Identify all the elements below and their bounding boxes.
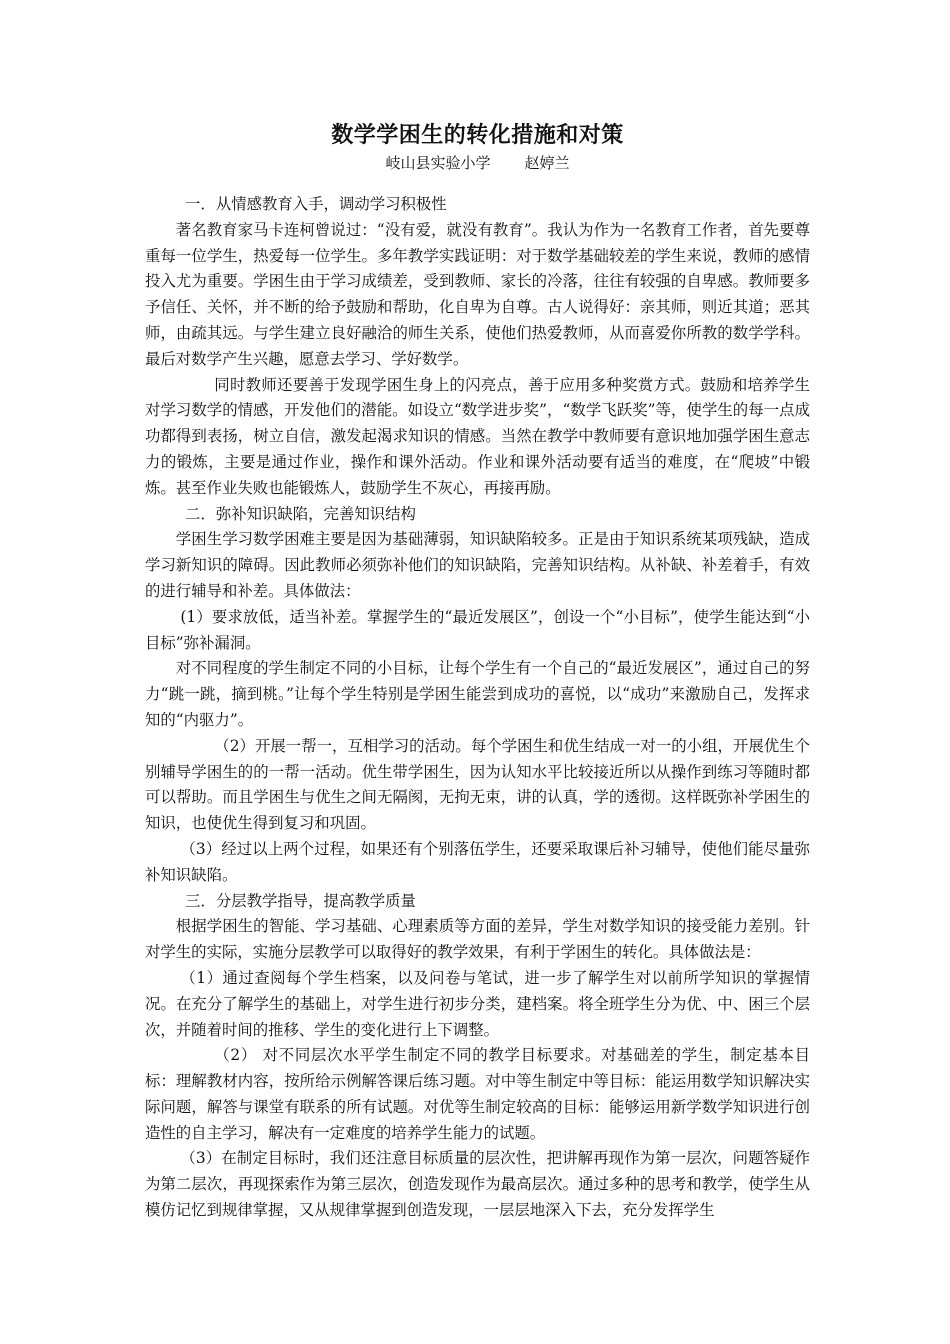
paragraph: （2） 对不同层次水平学生制定不同的教学目标要求。对基础差的学生，制定基本目标：理解教材内容，按所给示例解答课后练习题。对中等生制定中等目标：能运用数学知识解决实际问题，解答与课堂有联系的所有试题。对优等生制定较高的目标：能够运用新学数学知识进行创造性的自主学习，解决有一定难度的培养学生能力的试题。 [145,1046,810,1142]
author-name: 赵婷兰 [524,154,570,172]
paragraph: 学困生学习数学困难主要是因为基础薄弱，知识缺陷较多。正是由于知识系统某项残缺，造成学习新知识的障碍。因此教师必须弥补他们的知识缺陷，完善知识结构。从补缺、补差着手，有效的进行辅导和补差。具体做法： [145,530,810,600]
paragraph: （3）在制定目标时，我们还注意目标质量的层次性，把讲解再现作为第一层次，问题答疑作为第二层次，再现探索作为第三层次，创造发现作为最高层次。通过多种的思考和教学，使学生从模仿记忆到规律掌握，又从规律掌握到创造发现，一层层地深入下去，充分发挥学生 [145,1149,810,1220]
paragraph: （1）通过查阅每个学生档案，以及问卷与笔试，进一步了解学生对以前所学知识的掌握情况。在充分了解学生的基础上，对学生进行初步分类，建档案。将全班学生分为优、中、困三个层次，并随着时间的推移、学生的变化进行上下调整。 [145,968,810,1039]
paragraph: 著名教育家马卡连柯曾说过：“没有爱，就没有教育”。我认为作为一名教育工作者，首先要尊重每一位学生，热爱每一位学生。多年教学实践证明：对于数学基础较差的学生来说，教师的感情投入尤为重要。学困生由于学习成绩差，受到教师、家长的冷落，往往有较强的自卑感。教师要多予信任、关怀，并不断的给予鼓励和帮助，化自卑为自尊。古人说得好：亲其师，则近其道；恶其师，由疏其远。与学生建立良好融洽的师生关系，使他们热爱教师，从而喜爱你所教的数学学科。最后对数学产生兴趣，愿意去学习、学好数学。 [145,220,810,368]
paragraph: （2）开展一帮一，互相学习的活动。每个学困生和优生结成一对一的小组，开展优生个别辅导学困生的的一帮一活动。优生带学困生，因为认知水平比较接近所以从操作到练习等随时都可以帮助。而且学困生与优生之间无隔阂，无拘无束，讲的认真，学的透彻。这样既弥补学困生的知识，也使优生得到复习和巩固。 [145,736,810,833]
paragraph: 对不同程度的学生制定不同的小目标，让每个学生有一个自己的“最近发展区”，通过自己的努力“跳一跳，摘到桃。”让每个学生特别是学困生能尝到成功的喜悦，以“成功”来激励自己，发挥求知的“内驱力”。 [145,659,810,729]
paragraph: (1）要求放低，适当补差。掌握学生的“最近发展区”，创设一个“小目标”，使学生能达到“小目标”弥补漏洞。 [145,607,810,652]
section-heading-3: 三．分层教学指导，提高教学质量 [185,891,416,910]
section-heading-1: 一．从情感教育入手，调动学习积极性 [185,195,447,213]
paragraph: 同时教师还要善于发现学困生身上的闪亮点，善于应用多种奖赏方式。鼓励和培养学生对学习数学的情感，开发他们的潜能。如设立“数学进步奖”，“数学飞跃奖”等，使学生的每一点成功都得到表扬，树立自信，激发起渴求知识的情感。当然在教学中教师要有意识地加强学困生意志力的锻炼，主要是通过作业，操作和课外活动。作业和课外活动要有适当的难度，在“爬坡”中锻炼。甚至作业失败也能锻炼人，鼓励学生不灰心，再接再励。 [145,375,810,497]
school-name: 岐山县实验小学 [385,154,491,172]
byline [145,152,810,174]
document-title: 数学学困生的转化措施和对策 [331,123,624,148]
section-heading-2: 二．弥补知识缺陷，完善知识结构 [185,504,416,523]
document-page [145,120,810,1224]
paragraph: 根据学困生的智能、学习基础、心理素质等方面的差异，学生对数学知识的接受能力差别。针对学生的实际，实施分层教学可以取得好的教学效果，有利于学困生的转化。具体做法是： [145,917,810,962]
paragraph: （3）经过以上两个过程，如果还有个别落伍学生，还要采取课后补习辅导，使他们能尽量弥补知识缺陷。 [145,839,810,884]
